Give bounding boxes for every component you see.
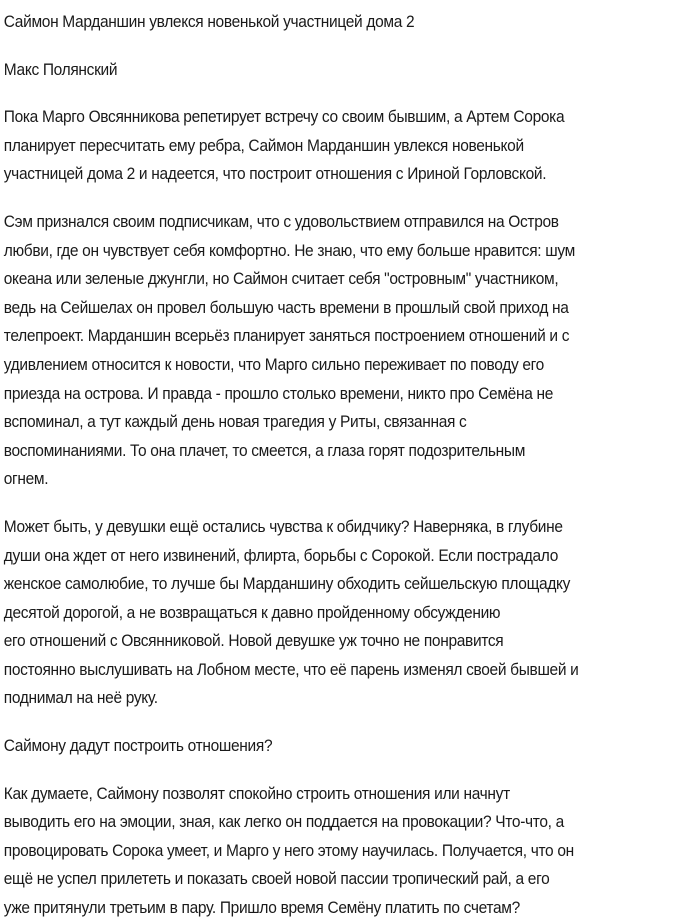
paragraph-line: Сэм признался своим подписчикам, что с удовольствием отправился на Остров (3, 212, 559, 231)
paragraph-line: Как думаете, Саймону позволят спокойно строить отношения или начнут (3, 784, 510, 803)
paragraph-line: Пока Марго Овсянникова репетирует встречу со своим бывшим, а Артем Сорока (3, 108, 565, 127)
closing-paragraph (4, 780, 699, 923)
paragraph-line: ещё не успел прилететь и показать своей новой пассии тропический рай, а его (3, 870, 550, 889)
paragraph-line: провоцировать Сорока умеет, и Марго у него этому научилась. Получается, что он (3, 841, 574, 860)
paragraph-line: приезда на острова. И правда - прошло столько времени, никто про Семёна не (3, 384, 554, 403)
paragraph-line: десятой дорогой, а не возвращаться к давно пройденному обсуждению (3, 603, 501, 622)
article-title: Саймон Марданшин увлекся новенькой участницей дома 2 (3, 13, 415, 31)
paragraph-line: удивлением относится к новости, что Марго сильно переживает по поводу его (3, 355, 544, 374)
paragraph-line: женское самолюбие, то лучше бы Марданшину обходить сейшельскую площадку (3, 575, 571, 594)
paragraph-line: вспоминал, а тут каждый день новая трагедия у Риты, связанная с (3, 413, 467, 432)
paragraph-line: Может быть, у девушки ещё остались чувства к обидчику? Наверняка, в глубине (3, 517, 563, 536)
paragraph-line: его отношений с Овсянниковой. Новой девушке уж точно не понравится (3, 632, 504, 651)
paragraph-line: воспоминаниями. То она плачет, то смеется, а глаза горят подозрительным (3, 441, 526, 460)
subheading: Саймону дадут построить отношения? (3, 737, 273, 756)
paragraph-line: выводить его на эмоции, зная, как легко он поддается на провокации? Что-что, а (3, 813, 564, 832)
paragraph-3 (4, 513, 699, 713)
paragraph-line: ведь на Сейшелах он провел большую часть времени в прошлый свой приход на (3, 298, 569, 317)
paragraph-1 (4, 103, 699, 189)
paragraph-line: океана или зеленые джунгли, но Саймон считает себя "островным" участником, (3, 270, 559, 289)
paragraph-line: огнем. (3, 470, 49, 489)
paragraph-line: поднимал на неё руку. (3, 689, 158, 708)
paragraph-line: души она ждет от него извинений, флирта, борьбы с Сорокой. Если пострадало (3, 546, 559, 565)
paragraph-2 (4, 208, 699, 494)
article-author: Макс Полянский (3, 60, 118, 79)
paragraph-line: любви, где он чувствует себя комфортно. Не знаю, что ему больше нравится: шум (3, 241, 575, 260)
paragraph-line: уже притянули третьим в пару. Пришло время Семёну платить по счетам? (3, 899, 520, 918)
paragraph-line: телепроект. Марданшин всерьёз планирует заняться построением отношений и с (3, 327, 570, 346)
paragraph-line: постоянно выслушивать на Лобном месте, что её парень изменял своей бывшей и (3, 660, 579, 679)
paragraph-line: участницей дома 2 и надеется, что построит отношения с Ириной Горловской. (3, 165, 547, 184)
paragraph-line: планирует пересчитать ему ребра, Саймон Марданшин увлекся новенькой (3, 136, 524, 155)
